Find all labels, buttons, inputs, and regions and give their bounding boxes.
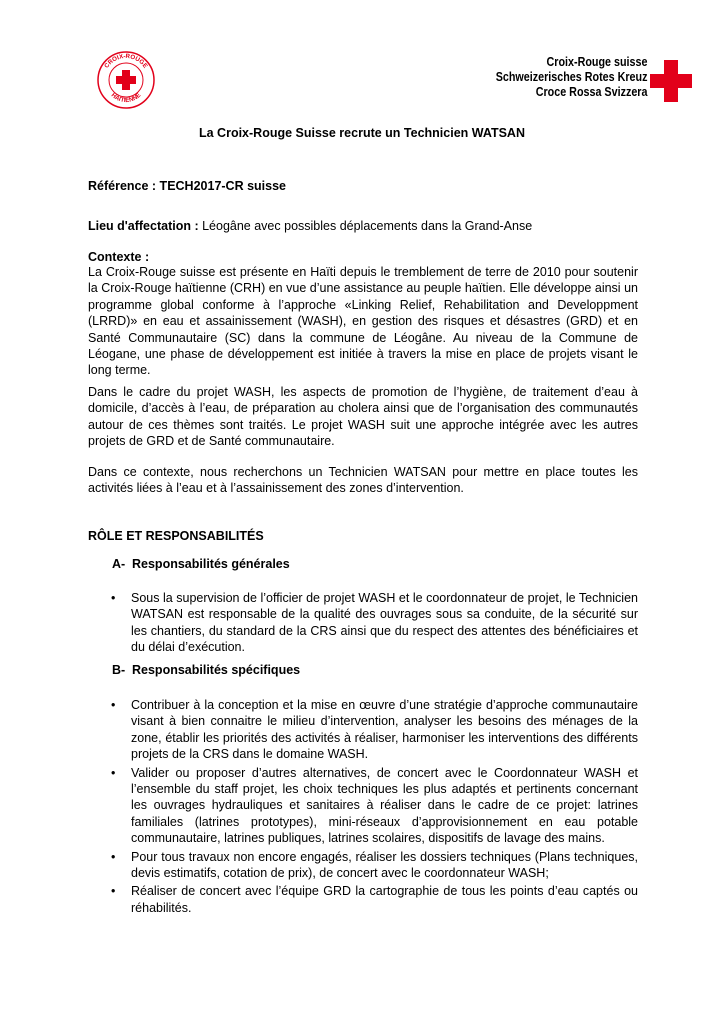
lieu-affectation <box>88 218 638 234</box>
bullet-icon: • <box>111 884 116 899</box>
list-item <box>106 849 638 882</box>
section-b-heading <box>112 663 300 677</box>
red-cross-icon <box>650 60 692 102</box>
crs-line-fr: Croix-Rouge suisse <box>546 55 647 69</box>
bullet-icon: • <box>111 591 116 605</box>
list-item <box>106 697 638 763</box>
lieu-value: Léogâne avec possibles déplacements dans la Grand-Anse <box>198 219 533 233</box>
section-a-letter: A- <box>112 557 126 571</box>
croix-rouge-suisse-wordmark <box>495 55 647 100</box>
list-item <box>106 590 638 656</box>
list-item-text: Réaliser de concert avec l’équipe GRD la cartographie de tous les points d’eau captés ou réhabilités. <box>131 884 638 915</box>
list-item-text: Valider ou proposer d’autres alternatives, de concert avec le Coordonnateur WASH et l’ensemble du staff projet, les choix techniques les plus adaptés et pertinents concernant les ouvrages hydrauliques et sanitaires à réaliser dans le cadre de ce projet: latrines familiales (latrines prototypes), mini-réseaux d’approvisionnement en eau potable communautaire, latrines publiques, latrines scolaires, dispositifs de lavage des mains. <box>131 765 638 846</box>
bullet-icon: • <box>111 765 116 780</box>
section-b-list <box>106 697 638 918</box>
contexte-paragraph: Dans ce contexte, nous recherchons un Technicien WATSAN pour mettre en place toutes les activités liées à l’eau et à l’assainissement des zones d’intervention. <box>88 465 638 496</box>
bullet-icon: • <box>111 849 116 864</box>
crs-line-it: Croce Rossa Svizzera <box>535 85 647 99</box>
list-item <box>106 765 638 847</box>
svg-text:CROIX-ROUGE: CROIX-ROUGE <box>103 52 149 70</box>
list-item <box>106 883 638 916</box>
contexte-paragraph: La Croix-Rouge suisse est présente en Haïti depuis le tremblement de terre de 2010 pour soutenir la Croix-Rouge haïtienne (CRH) en vue d’une assistance au peuple haïtien. Elle développe ainsi un programme global conforme à l’approche «Linking Relief, Rehabilitation and Developpment (LRRD)» en eau et assainissement (WASH), en gestion des risques et désastres (GRD) et en Santé Communautaire (SC) dans la commune de Léogâne. Au niveau de la Commune de Léogane, une phase de développement est initiée à travers la mise en place de projets visant le long terme. <box>88 265 638 378</box>
section-b-title: Responsabilités spécifiques <box>132 663 301 677</box>
list-item-text: Contribuer à la conception et la mise en œuvre d’une stratégie d’approche communautaire visant à bien connaitre le milieu d’intervention, analyser les besoins des ménages de la zone, établir les priorités des activités à réaliser, harmoniser les interventions des différents projets de la CRS dans le domaine WASH. <box>131 698 638 762</box>
section-a-list <box>106 590 638 658</box>
svg-text:HAÏTIENNE: HAÏTIENNE <box>109 91 143 105</box>
section-a-title: Responsabilités générales <box>132 557 290 571</box>
section-a-heading <box>112 557 290 571</box>
role-heading: RÔLE ET RESPONSABILITÉS <box>88 529 264 543</box>
document-title: La Croix-Rouge Suisse recrute un Technicien WATSAN <box>199 126 525 140</box>
lieu-label: Lieu d'affectation : <box>88 219 199 233</box>
list-item-text: Pour tous travaux non encore engagés, réaliser les dossiers techniques (Plans techniques, devis estimatifs, cotation de prix), de concert avec le coordonnateur WASH; <box>131 849 638 881</box>
reference-line: Référence : TECH2017-CR suisse <box>88 179 286 193</box>
bullet-icon: • <box>111 698 116 712</box>
contexte-heading: Contexte : <box>88 250 150 264</box>
crs-line-de: Schweizerisches Rotes Kreuz <box>495 70 647 84</box>
list-item-text: Sous la supervision de l’officier de projet WASH et le coordonnateur de projet, le Technicien WATSAN est responsable de la qualité des ouvrages sous sa conduite, de la sécurité sur les chantiers, du standard de la CRS ainsi que du respect des attentes des bénéficiaires et du délai d’exécution. <box>131 591 638 655</box>
section-b-letter: B- <box>112 663 126 677</box>
contexte-paragraph: Dans le cadre du projet WASH, les aspects de promotion de l’hygiène, de traitement d’eau à domicile, d’accès à l’eau, de préparation au cholera ainsi que de l’organisation des communautés autour de ces thèmes sont traités. Le projet WASH suit une approche intégrée avec les autres projets de GRD et de Santé communautaire. <box>88 385 638 449</box>
croix-rouge-haitienne-logo <box>96 50 156 110</box>
